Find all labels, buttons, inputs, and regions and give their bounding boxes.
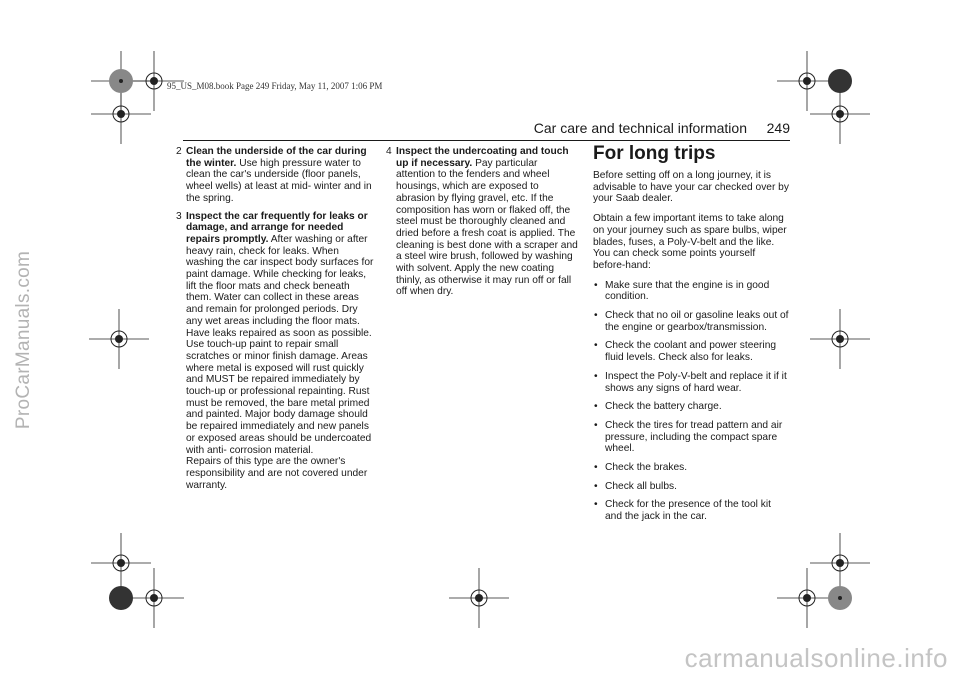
color-tone-patch-icon (826, 584, 854, 612)
footer-watermark: carmanualsonline.info (684, 643, 948, 673)
column-left (176, 146, 376, 491)
numbered-item (176, 146, 376, 205)
side-watermark-text: ProCarManuals.com (13, 250, 34, 429)
checklist (593, 280, 790, 523)
bullet-icon: • (594, 279, 598, 291)
list-item: • Check the tires for tread pattern and air pressure, including the compact spare wheel. (594, 419, 783, 455)
numbered-item (176, 211, 376, 492)
item-paragraph: Use touch-up paint to repair small scratches or minor finish damage. Areas where metal is exposed will rust quickly and MUST be repaired immediately by touch-up or professional repainting. Rust must be removed, the bare metal primed and painted. Major body damage should be repaired immediately and new panels or exposed areas should be undercoated with anti- corrosion material. (186, 339, 372, 456)
registration-mark-icon (89, 309, 149, 369)
item-number: 3 (176, 210, 182, 222)
column-middle (386, 146, 578, 298)
section-paragraph: Obtain a few important items to take along on your journey such as spare bulbs, wiper blades, fuses, a Poly-V-belt and the like. You can check some points yourself before-hand: (593, 213, 787, 271)
section-title: For long trips (593, 143, 716, 164)
bullet-icon: • (594, 340, 598, 352)
side-watermark (4, 252, 44, 427)
list-item: • Check that no oil or gasoline leaks out of the engine or gearbox/transmission. (594, 310, 789, 333)
list-item: • Check for the presence of the tool kit and the jack in the car. (594, 499, 771, 523)
item-paragraph: Repairs of this type are the owner's responsibility and are not covered under warranty. (186, 456, 368, 491)
item-text: Use high pressure water to clean the car's underside (floor panels, wheel wells) at least at mid- winter and in the spring. (186, 157, 372, 204)
item-number: 4 (386, 146, 392, 157)
running-header (183, 120, 790, 141)
bullet-icon: • (594, 462, 598, 474)
bullet-icon: • (594, 370, 598, 382)
list-item: • Make sure that the engine is in good condition. (594, 279, 770, 303)
bullet-icon: • (594, 480, 598, 492)
list-item: • Check the battery charge. (594, 401, 722, 413)
bullet-icon: • (594, 499, 598, 511)
item-text: After washing or after heavy rain, check for leaks. When washing the car inspect body surfaces for paint damage. While checking for leaks, lift the floor mats and check beneath them. Water can collect in these areas and remain for prolonged periods. Dry any wet areas including the floor mats. Have leaks repaired as soon as possible. (186, 233, 374, 339)
page-number: 249 (766, 120, 790, 136)
item-number: 2 (176, 146, 182, 157)
item-heading: Clean the underside of the car during the winter. (186, 146, 367, 169)
color-tone-patch-icon (826, 67, 854, 95)
file-stamp: 95_US_M08.book Page 249 Friday, May 11, 2007 1:06 PM (167, 81, 383, 91)
column-right (593, 142, 790, 530)
registration-mark-icon (449, 568, 509, 628)
bullet-icon: • (594, 419, 598, 431)
numbered-item (386, 146, 578, 298)
bullet-icon: • (594, 310, 598, 322)
item-heading: Inspect the car frequently for leaks or damage, and arrange for needed repairs promptly. (186, 210, 368, 245)
list-item: • Inspect the Poly-V-belt and replace it if it shows any signs of hard wear. (594, 370, 787, 394)
bullet-icon: • (594, 401, 598, 413)
color-tone-patch-icon (107, 67, 135, 95)
list-item: • Check the coolant and power steering fluid levels. Check also for leaks. (594, 340, 777, 364)
section-paragraph: Before setting off on a long journey, it is advisable to have your car checked over by your Saab dealer. (593, 170, 789, 205)
item-heading: Inspect the undercoating and touch up if necessary. (396, 146, 569, 169)
registration-mark-icon (810, 309, 870, 369)
color-tone-patch-icon (107, 584, 135, 612)
chapter-title: Car care and technical information (533, 120, 747, 136)
item-text: Pay particular attention to the fenders and wheel housings, which are exposed to abrasion by flying gravel, etc. If the composition has worn or flaked off, the steel must be thoroughly cleaned and dried before a fresh coat is applied. The cleaning is best done with a scraper and a steel wire brush, followed by washing with solvent. Apply the new coating thinly, as otherwise it may run off or fall off when dry. (396, 157, 578, 298)
list-item: • Check all bulbs. (594, 480, 677, 492)
list-item: • Check the brakes. (594, 462, 688, 474)
